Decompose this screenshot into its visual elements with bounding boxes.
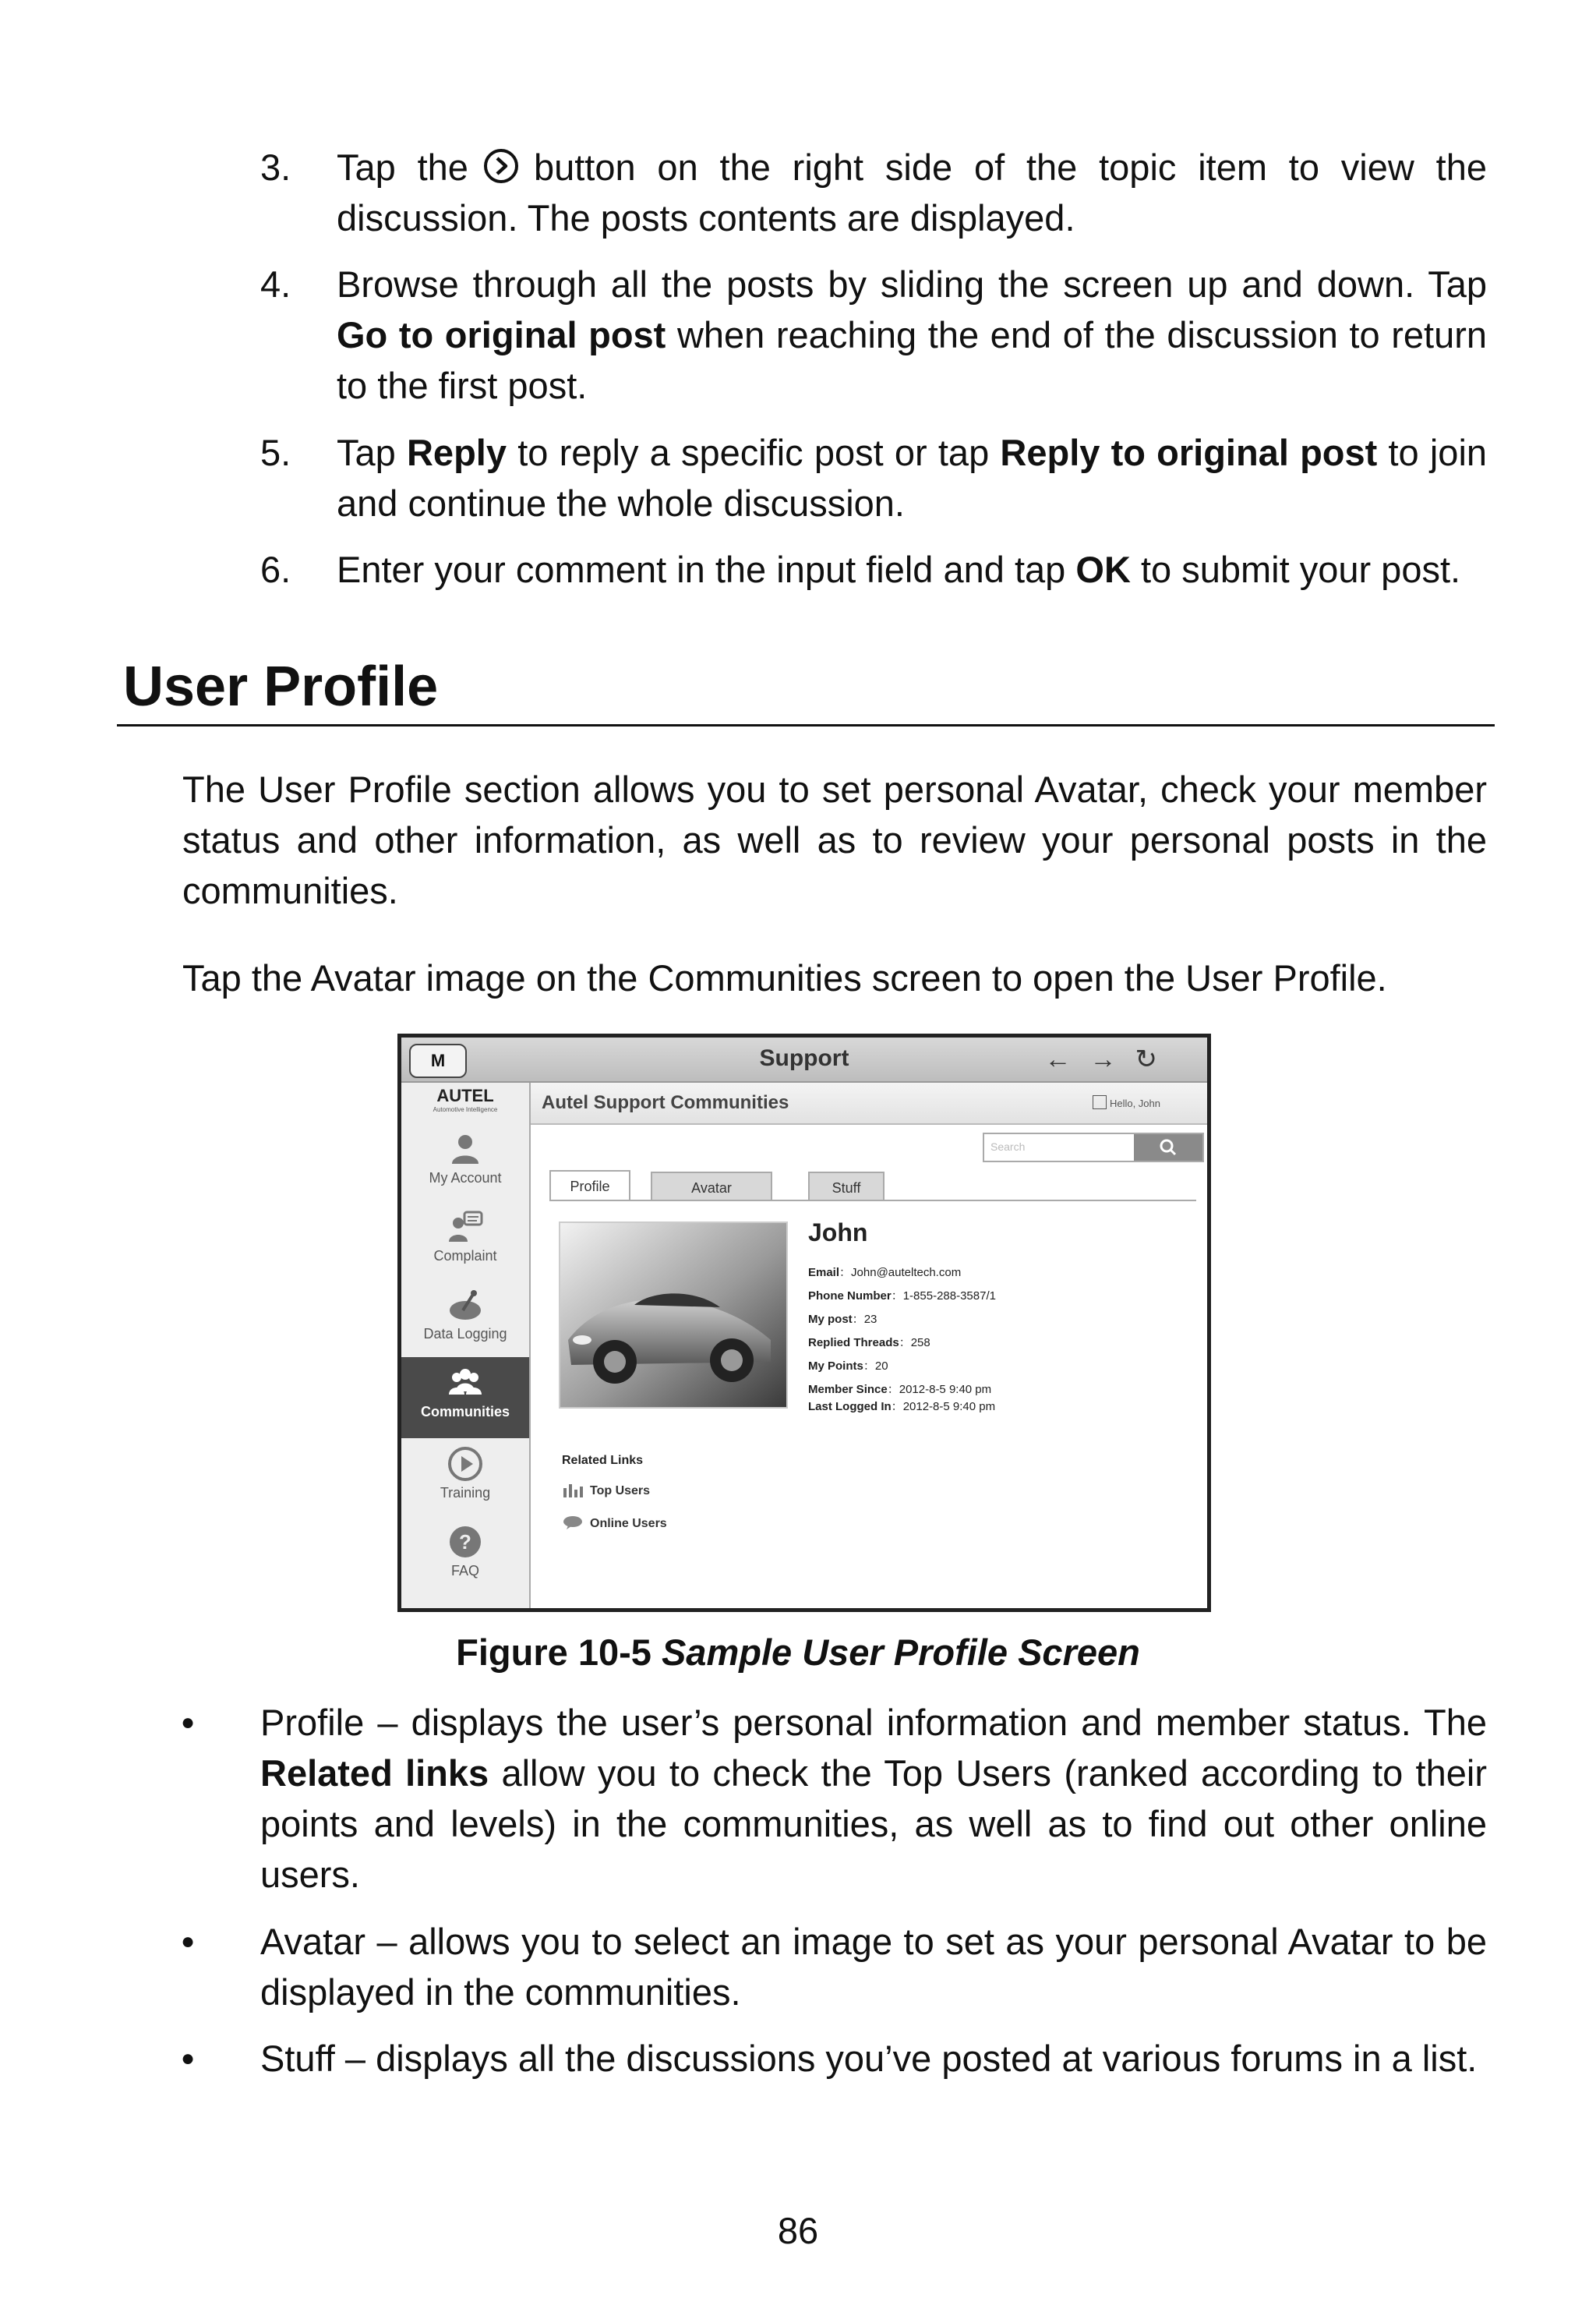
sidebar-item-communities[interactable]: Communities — [401, 1357, 529, 1438]
communities-title: Autel Support Communities — [542, 1092, 789, 1113]
step-number: 3. — [260, 147, 291, 188]
home-icon: M — [430, 1051, 446, 1070]
profile-field: My Points：20 — [808, 1359, 888, 1373]
step-number: 6. — [260, 549, 291, 590]
profile-name: John — [808, 1218, 868, 1246]
user-icon — [447, 1131, 483, 1167]
step-text: Enter your comment in the input field and tap OK to submit your post. — [337, 549, 1461, 590]
sidebar — [401, 1083, 531, 1608]
search-icon — [1134, 1134, 1202, 1161]
brand-tagline: Automotive Intelligence — [433, 1106, 498, 1113]
page-number: 86 — [777, 2210, 819, 2251]
communities-icon — [447, 1365, 483, 1401]
brand-logo: AUTEL — [436, 1086, 494, 1105]
sports-car-photo — [560, 1223, 786, 1407]
profile-field: Replied Threads：258 — [808, 1336, 930, 1349]
play-icon — [447, 1446, 483, 1482]
circled-arrow-right-icon — [482, 147, 520, 185]
related-link-online-users[interactable]: Online Users — [562, 1515, 667, 1531]
figure-caption: Figure 10-5 Sample User Profile Screen — [456, 1632, 1140, 1673]
profile-avatar[interactable] — [559, 1221, 788, 1409]
tab-stuff[interactable]: Stuff — [808, 1172, 885, 1201]
user-greeting[interactable]: Hello, John — [1093, 1095, 1160, 1109]
bullet-text: Stuff – displays all the discussions you’ve posted at various forums in a list. — [260, 2038, 1478, 2079]
step-number: 4. — [260, 263, 291, 305]
profile-field: My post：23 — [808, 1313, 877, 1326]
profile-field: Phone Number：1-855-288-3587/1 — [808, 1289, 996, 1303]
sub-header — [531, 1083, 1207, 1125]
step-text: Tap the button on the right side of the topic item to view the discussion. The posts contents are displayed. — [337, 147, 1487, 239]
profile-field: Member Since：2012-8-5 9:40 pm — [808, 1383, 992, 1396]
bullet-dot-icon: ● — [181, 2045, 196, 2071]
data-logging-icon — [447, 1287, 483, 1323]
profile-field: Email：John@auteltech.com — [808, 1266, 962, 1279]
back-arrow-icon[interactable]: ← — [1044, 1045, 1090, 1074]
nav-controls — [1045, 1044, 1177, 1075]
sidebar-item-faq[interactable]: ? FAQ — [401, 1516, 529, 1597]
bullet-text: Avatar – allows you to select an image to set as your personal Avatar to be displayed in the communities. — [260, 1921, 1487, 2013]
window-title: Support — [759, 1045, 849, 1071]
sidebar-item-my-account[interactable]: My Account — [401, 1123, 529, 1204]
refresh-icon[interactable]: ↻ — [1135, 1045, 1176, 1074]
tab-profile[interactable]: Profile — [549, 1170, 630, 1201]
user-icon — [1093, 1095, 1107, 1109]
bar-chart-icon — [562, 1482, 584, 1497]
intro-paragraph: Tap the Avatar image on the Communities screen to open the User Profile. — [182, 957, 1387, 999]
sidebar-item-complaint[interactable]: Complaint — [401, 1201, 529, 1282]
title-bar — [401, 1038, 1207, 1083]
chat-bubble-icon — [562, 1515, 584, 1530]
step-text: Tap Reply to reply a specific post or tap Reply to original post to join and continue the whole discussion. — [337, 432, 1488, 524]
svg-text:?: ? — [459, 1530, 471, 1554]
bullet-dot-icon: ● — [181, 1929, 196, 1954]
tab-avatar[interactable]: Avatar — [651, 1172, 772, 1201]
forward-arrow-icon[interactable]: → — [1089, 1045, 1135, 1074]
help-icon — [447, 1524, 483, 1560]
bullet-dot-icon: ● — [181, 1709, 196, 1735]
search-input[interactable]: Search — [983, 1133, 1204, 1162]
related-links-title: Related Links — [562, 1454, 644, 1467]
profile-field: Last Logged In：2012-8-5 9:40 pm — [808, 1400, 996, 1413]
related-link-top-users[interactable]: Top Users — [562, 1482, 650, 1498]
search-button[interactable] — [1134, 1134, 1202, 1161]
step-number: 5. — [260, 432, 291, 473]
main-panel — [531, 1083, 1207, 1608]
title-rule — [117, 724, 1495, 727]
section-title: User Profile — [123, 656, 439, 718]
tab-underline — [549, 1200, 1196, 1201]
sidebar-item-data-logging[interactable]: Data Logging — [401, 1279, 529, 1360]
step-text: Browse through all the posts by sliding the screen up and down. Tap Go to original post when reaching the end of the discussion to return to the first post. — [337, 263, 1487, 406]
complaint-icon — [447, 1209, 483, 1245]
figure-screenshot — [397, 1034, 1211, 1612]
sidebar-item-training[interactable]: Training — [401, 1438, 529, 1519]
intro-paragraph: The User Profile section allows you to set personal Avatar, check your member status and other information, as well as to review your personal posts in the communities. — [182, 769, 1487, 911]
bullet-text: Profile – displays the user’s personal information and member status. The Related links allow you to check the Top Users (ranked according to their points and levels) in the communities, as well as to find out other online users. — [260, 1702, 1487, 1895]
